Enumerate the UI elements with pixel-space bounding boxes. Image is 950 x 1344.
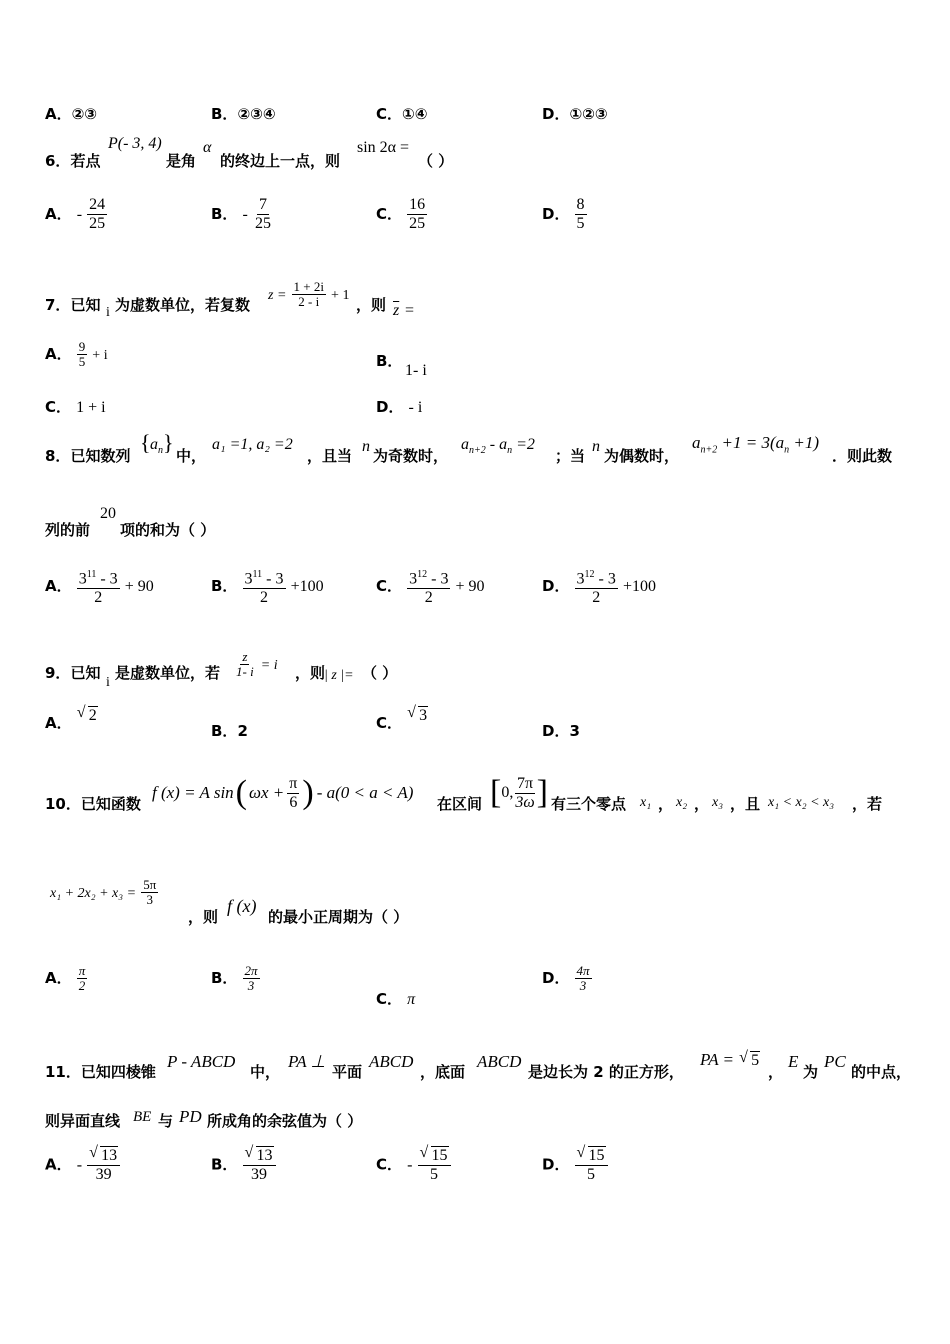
q11-text: 则异面直线 (45, 1112, 121, 1130)
q8-text: 列的前 (45, 521, 91, 539)
q10-text: 有三个零点 (551, 795, 627, 813)
q8-option-d: D． $\frac{3^{12} - 3}{2}$ +100 (542, 566, 656, 607)
q8-right-brace: } (163, 430, 174, 455)
q9-abs-z: | z |= (324, 668, 354, 683)
q11-stem: 11．已知四棱锥 (45, 1063, 156, 1081)
q9-option-b: B．2 (211, 722, 248, 740)
q9-option-d: D．3 (542, 722, 580, 740)
q10-option-c: C． π (376, 990, 416, 1008)
q10-interval: [ 0, $\frac{7\pi}{3\omega}$ ] (490, 774, 548, 811)
q7-z-formula: z = $\frac{1 + 2i}{2 - i}$ + 1 (268, 279, 350, 309)
q10-text: ，且 (730, 795, 761, 813)
q7-option-b-value: 1- i (405, 362, 427, 379)
q6-point: P(- 3, 4) (108, 135, 162, 152)
q8-text: ．则此数 (832, 447, 893, 465)
q8-n: n (592, 438, 600, 455)
q8-stem: 8．已知数列 (45, 447, 131, 465)
q11-text: 为 (803, 1063, 819, 1081)
q8-n: n (362, 438, 370, 455)
q6-blank: （ ） (418, 152, 454, 170)
q11-option-c: C． - √ 15 5 (376, 1146, 451, 1184)
q10-function: f (x) = A sin ( ωx + $\frac{\pi}{6}$ ) - a(0 < a < A) (152, 774, 414, 811)
q11-pyramid: P - ABCD (167, 1052, 236, 1071)
q8-left-brace: { (140, 430, 151, 455)
q10-text: 的最小正周期为（ ） (268, 908, 409, 926)
q7-text: 为虚数单位，若复数 (115, 296, 251, 314)
q11-text: 与 (158, 1112, 174, 1130)
q10-text: ，若 (852, 795, 883, 813)
q11-option-a: A． - √ 13 39 (45, 1146, 120, 1184)
q9-option-c: C． √ 3 (376, 704, 428, 732)
q9-text: 是虚数单位，若 (115, 664, 221, 682)
q5-option-a: A．②③ (45, 105, 98, 123)
q6-option-c: C． $\frac{16}{25}$ (376, 196, 426, 232)
q11-text: 中， (250, 1063, 281, 1081)
q6-text: 的终边上一点，则 (220, 152, 341, 170)
q8-odd-rule: $a_{n+2} - a_n =2$ (461, 436, 535, 457)
q11-text: ，底面 (420, 1063, 466, 1081)
q5-option-b: B．②③④ (211, 105, 276, 123)
q9-stem: 9．已知 (45, 664, 101, 682)
q9-text: ，则 (295, 664, 326, 682)
q6-expression: sin 2α = (357, 139, 410, 156)
q11-text: 的中点， (851, 1063, 912, 1081)
q7-option-a: A． $\frac{9}{5}$ + i (45, 339, 108, 369)
q7-option-b: B． (376, 352, 403, 370)
q6-text: 是角 (166, 152, 197, 170)
q10-fx: f (x) (227, 896, 257, 916)
q6-option-a: A． - $\frac{24}{25}$ (45, 196, 106, 232)
q10-stem: 10．已知函数 (45, 795, 141, 813)
q7-stem: 7．已知 (45, 296, 101, 314)
q10-option-d: D． $\frac{4\pi}{3}$ (542, 963, 590, 993)
q11-pa-perp: PA ⊥ (288, 1052, 326, 1071)
q11-be: BE (133, 1109, 152, 1125)
q10-text: ， (694, 795, 710, 813)
q8-text: ，且当 (307, 447, 353, 465)
q10-x1: x₁ (640, 795, 652, 810)
q10-option-a: A． $\frac{\pi}{2}$ (45, 963, 86, 993)
q10-text: 在区间 (437, 795, 483, 813)
q7-zbar: $\overline{z}$ (393, 302, 400, 319)
q8-option-c: C． $\frac{3^{12} - 3}{2}$ + 90 (376, 566, 485, 607)
q10-text: ， (658, 795, 674, 813)
q7-text: ，则 (356, 296, 387, 314)
q7-equals: = (405, 302, 415, 319)
q6-alpha: α (203, 139, 212, 156)
q11-text: ， (768, 1063, 784, 1081)
q8-even-rule: $a_{n+2} +1 = 3(a_n +1)$ (692, 433, 819, 456)
q10-x2: x₂ (676, 795, 688, 810)
q9-i: i (106, 675, 110, 690)
q6-option-b: B． - $\frac{7}{25}$ (211, 196, 271, 232)
q8-text: 为偶数时， (604, 447, 680, 465)
q10-condition: x₁ + 2x₂ + x₃ = $\frac{5\pi}{3}$ (50, 877, 157, 907)
q10-inequality: x₁ < x₂ < x₃ (768, 795, 835, 810)
q11-pd: PD (179, 1107, 202, 1126)
q7-option-c: C． 1 + i (45, 398, 106, 416)
q9-option-a: A． √ 2 (45, 704, 97, 732)
q9-blank: （ ） (362, 664, 398, 682)
q5-option-c: C．①④ (376, 105, 428, 123)
q8-sequence: $a_n$ (150, 436, 163, 457)
q7-i: i (106, 305, 110, 320)
q8-initial-terms: a₁ =1, a₂ =2 (212, 436, 293, 453)
q11-text: 平面 (332, 1063, 363, 1081)
q11-option-d: D． √ 15 5 (542, 1146, 608, 1184)
q11-abcd: ABCD (369, 1052, 414, 1071)
q8-text: 项的和为（ ） (120, 521, 216, 539)
q5-option-d: D．①②③ (542, 105, 608, 123)
q10-text: ，则 (188, 908, 219, 926)
q11-pa-length: PA = √ 5 (700, 1049, 760, 1069)
q6-option-d: D． $\frac{8}{5}$ (542, 196, 585, 232)
q8-text: 为奇数时， (373, 447, 449, 465)
q6-stem: 6．若点 (45, 152, 101, 170)
q11-e: E (788, 1052, 799, 1071)
q11-text: 是边长为 2 的正方形， (528, 1063, 684, 1081)
q7-option-d: D． - i (376, 398, 423, 416)
q8-text: ；当 (555, 447, 586, 465)
q8-option-b: B． $\frac{3^{11} - 3}{2}$ +100 (211, 566, 324, 607)
q10-x3: x₃ (712, 795, 724, 810)
q11-option-b: B． √ 13 39 (211, 1146, 276, 1184)
q11-abcd: ABCD (477, 1052, 522, 1071)
q10-option-b: B． $\frac{2\pi}{3}$ (211, 963, 258, 993)
q8-text: 中， (176, 447, 207, 465)
q11-text: 所成角的余弦值为（ ） (207, 1112, 363, 1130)
q8-option-a: A． $\frac{3^{11} - 3}{2}$ + 90 (45, 566, 154, 607)
q11-pc: PC (824, 1052, 846, 1071)
q9-formula: $\frac{z}{1- i}$ = i (236, 649, 278, 679)
q8-twenty: 20 (100, 505, 116, 522)
